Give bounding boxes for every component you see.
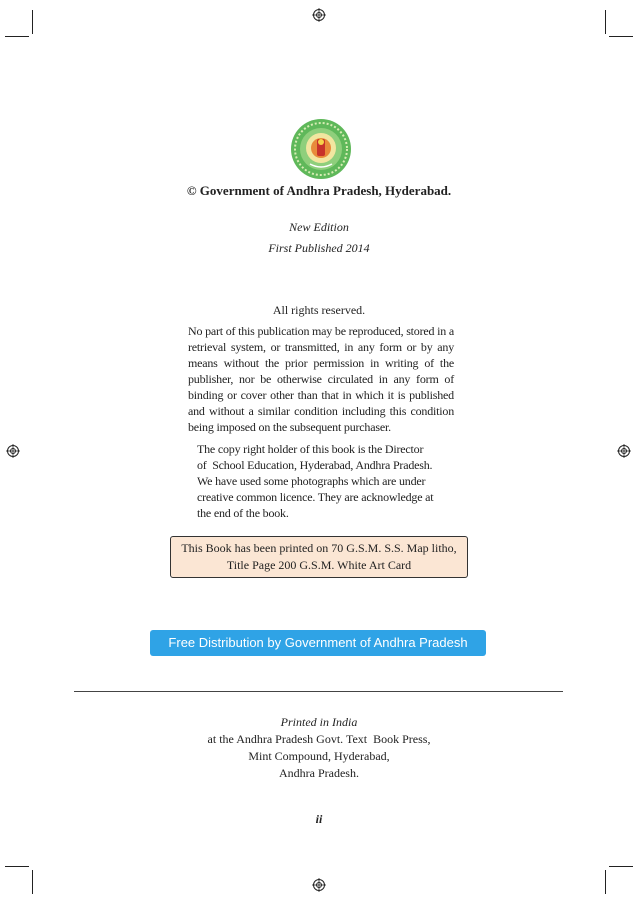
page-number: ii (315, 812, 323, 826)
copyright-holder-line: The copy right holder of this book is the Director (197, 442, 424, 456)
registration-mark-icon (312, 8, 326, 22)
paper-spec-box (170, 536, 468, 578)
registration-mark-icon (617, 444, 631, 458)
paper-spec-line: Title Page 200 G.S.M. White Art Card (226, 558, 412, 572)
printer-info (0, 714, 638, 782)
crop-mark-tl-h (5, 36, 29, 37)
paper-spec-line: This Book has been printed on 70 G.S.M. S.S. Map litho, (181, 541, 457, 555)
copyright-holder-line: We have used some photographs which are under (197, 474, 426, 488)
crop-mark-tl-v (32, 10, 33, 34)
crop-mark-bl-v (32, 870, 33, 894)
crop-mark-bl-h (5, 866, 29, 867)
divider (74, 691, 563, 692)
edition-label: New Edition (289, 220, 349, 234)
registration-mark-icon (312, 878, 326, 892)
state-emblem-icon (290, 118, 352, 180)
first-published-label: First Published 2014 (268, 241, 370, 255)
copyright-holder-line: of School Education, Hyderabad, Andhra Pradesh. (197, 458, 433, 472)
copyright-holder-line: the end of the book. (197, 506, 289, 520)
copyright-holder-line: creative common licence. They are acknowledge at (197, 490, 434, 504)
printer-line: Andhra Pradesh. (279, 766, 359, 780)
rights-paragraph: No part of this publication may be reproduced, stored in a retrieval system, or transmitted, in any form or by any means without the prior permission in writing of the publisher, nor be otherwise circulated in any form of binding or cover other than that in which it is published and without a similar condition including this condition being imposed on the subsequent purchaser. (188, 324, 454, 434)
rights-heading: All rights reserved. (272, 303, 366, 317)
free-distribution-banner: Free Distribution by Government of Andhra Pradesh (150, 630, 486, 656)
printer-line: Mint Compound, Hyderabad, (248, 749, 390, 763)
registration-mark-icon (6, 444, 20, 458)
printer-line: at the Andhra Pradesh Govt. Text Book Press, (207, 732, 431, 746)
printed-in-label: Printed in India (280, 715, 358, 729)
crop-mark-br-h (609, 866, 633, 867)
copyright-holder-paragraph (197, 441, 455, 521)
crop-mark-tr-v (605, 10, 606, 34)
copyright-line: © Government of Andhra Pradesh, Hyderabad. (186, 183, 452, 198)
crop-mark-br-v (605, 870, 606, 894)
crop-mark-tr-h (609, 36, 633, 37)
